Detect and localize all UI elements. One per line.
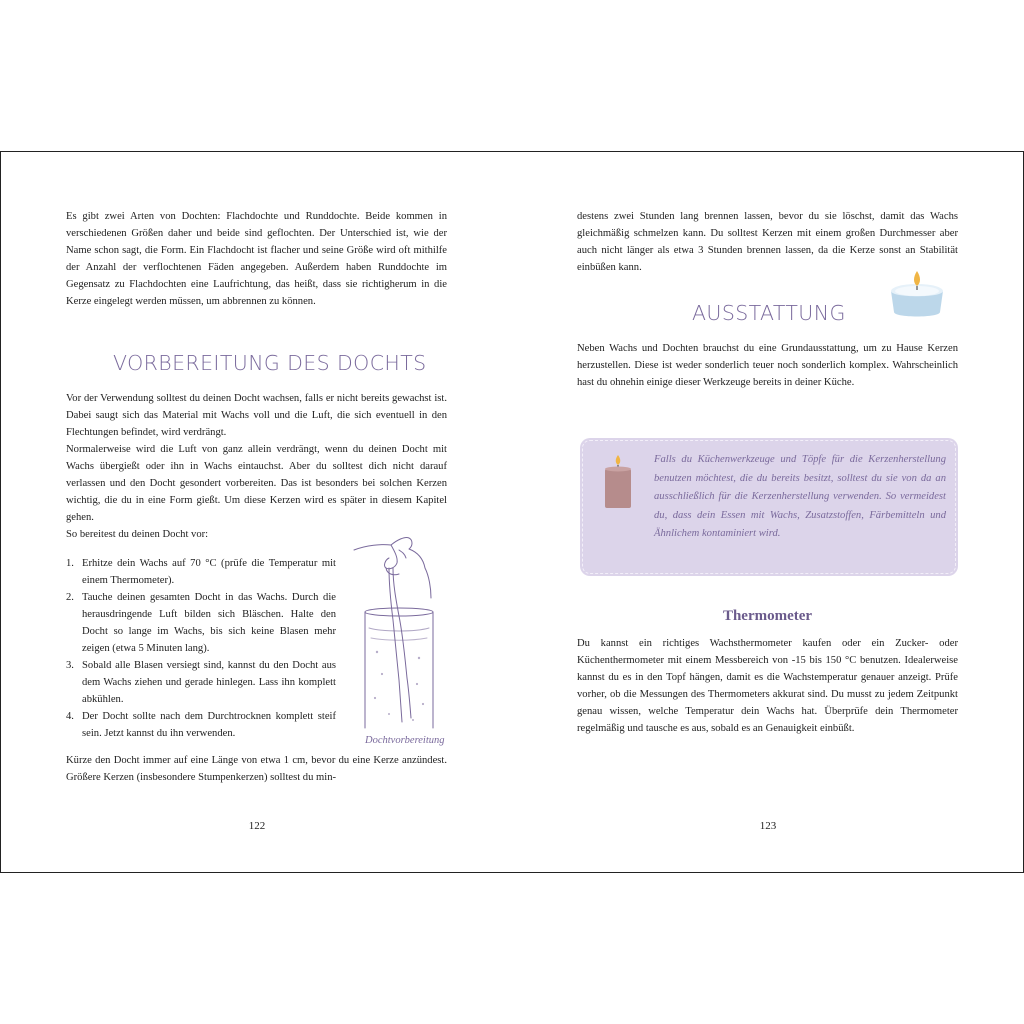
- paragraph: Vor der Verwendung solltest du deinen Docht wachsen, falls er nicht bereits gewachst ist. Dabei saugt sich das Material mit Wachs voll und die Luft, die sich eventuell in den Flechtungen befindet, wird verdrängt.: [66, 393, 447, 438]
- illustration-caption: Dochtvorbereitung: [365, 735, 445, 746]
- callout-box: [580, 438, 958, 576]
- book-spread: [0, 151, 1024, 873]
- callout-text: Falls du Küchenwerkzeuge und Töpfe für die Kerzenherstellung benutzen möchtest, die du bereits besitzt, solltest du sie von da an ausschließlich für die Kerzenherstellung verwenden. So vermeidest du, dass dein Essen mit Wachs, Zusatzstoffen, Färbemitteln und Ähnlichem kontaminiert wird.: [654, 454, 946, 539]
- tealight-candle-icon: [887, 266, 947, 322]
- closing-paragraph: Kürze den Docht immer auf eine Länge von etwa 1 cm, bevor du eine Kerze anzündest. Größere Kerzen (insbesondere Stumpenkerzen) solltest du min-: [66, 755, 447, 783]
- section-heading-ausstattung: AUSSTATTUNG: [692, 301, 846, 325]
- continuation-paragraph: destens zwei Stunden lang brennen lassen, bevor du sie löschst, damit das Wachs gleichmäßig schmelzen kann. Du solltest Kerzen mit einem großen Durchmesser aber auch nicht länger als etwa 3 Stunden brennen lassen, da die Kerze sonst an Stabilität einbüßen kann.: [577, 211, 958, 273]
- left-page: [1, 152, 512, 872]
- right-page: [512, 152, 1023, 872]
- wick-in-glass-illustration: [349, 528, 449, 733]
- section-heading-vorbereitung: VORBEREITUNG DES DOCHTS: [113, 351, 427, 375]
- pillar-candle-icon: [602, 454, 634, 510]
- list-item: 2. Tauche deinen gesamten Docht in das Wachs. Durch die herausdringende Luft bilden sich Bläschen. Halte den Docht so lange im Wachs, bis sich keine Blasen mehr zeigen (etwa 5 Minuten lang).: [66, 592, 336, 654]
- paragraph: Normalerweise wird die Luft von ganz allein verdrängt, wenn du deinen Docht mit Wachs übergießt oder ihn in Wachs eintauchst. Aber du solltest dich nicht darauf verlassen und den Docht gesondert vorbereiten. Das ist besonders bei solchen Kerzen wichtig, die du in eine Form gießt. Um diese Kerzen wird es später in diesem Kapitel gehen.: [66, 444, 447, 523]
- list-item: 3. Sobald alle Blasen versiegt sind, kannst du den Docht aus dem Wachs ziehen und gerade hinlegen. Lass ihn komplett abkühlen.: [66, 660, 336, 705]
- list-item: 4. Der Docht sollte nach dem Durchtrocknen komplett steif sein. Jetzt kannst du ihn verwenden.: [66, 711, 336, 739]
- page-number: 123: [759, 820, 777, 832]
- subheading-thermometer: Thermometer: [722, 608, 813, 624]
- thermometer-paragraph: Du kannst ein richtiges Wachsthermometer kaufen oder ein Zucker- oder Küchenthermometer mit einem Messbereich von -15 bis 150 °C benutzen. Idealerweise kannst du es in den Topf hängen, damit es die Wachstemperatur genauer anzeigt. Prüfe vorher, ob die Messungen des Thermometers akkurat sind. Du musst zu jedem Zeitpunkt genau wissen, welche Temperatur dein Wachs hat. Überprüfe dein Thermometer regelmäßig und tausche es aus, sobald es an Genauigkeit einbüßt.: [577, 638, 958, 734]
- page-number: 122: [248, 820, 266, 832]
- intro-paragraph: Es gibt zwei Arten von Dochten: Flachdochte und Runddochte. Beide kommen in verschiedenen Größen daher und beide sind geflochten. Der Unterschied ist, wie der Name schon sagt, die Form. Ein Flachdocht ist flacher und seine Größe wird oft mithilfe der Anzahl der verflochtenen Fäden angegeben. Außerdem haben Runddochte im Gegensatz zu Flachdochten eine Laufrichtung, das heißt, dass sie richtigherum in die Kerze eingelegt werden müssen, um abbrennen zu können.: [66, 211, 447, 307]
- wick-prep-text: [66, 390, 447, 543]
- list-item: 1. Erhitze dein Wachs auf 70 °C (prüfe die Temperatur mit einem Thermometer).: [66, 558, 336, 586]
- steps-list: [66, 555, 336, 742]
- paragraph: So bereitest du deinen Docht vor:: [66, 529, 209, 540]
- equipment-paragraph: Neben Wachs und Dochten brauchst du eine Grundausstattung, um zu Hause Kerzen herzustellen. Diese ist weder sonderlich teuer noch sonderlich komplex. Wahrscheinlich hast du ohnehin einige dieser Werkzeuge bereits in deiner Küche.: [577, 343, 958, 388]
